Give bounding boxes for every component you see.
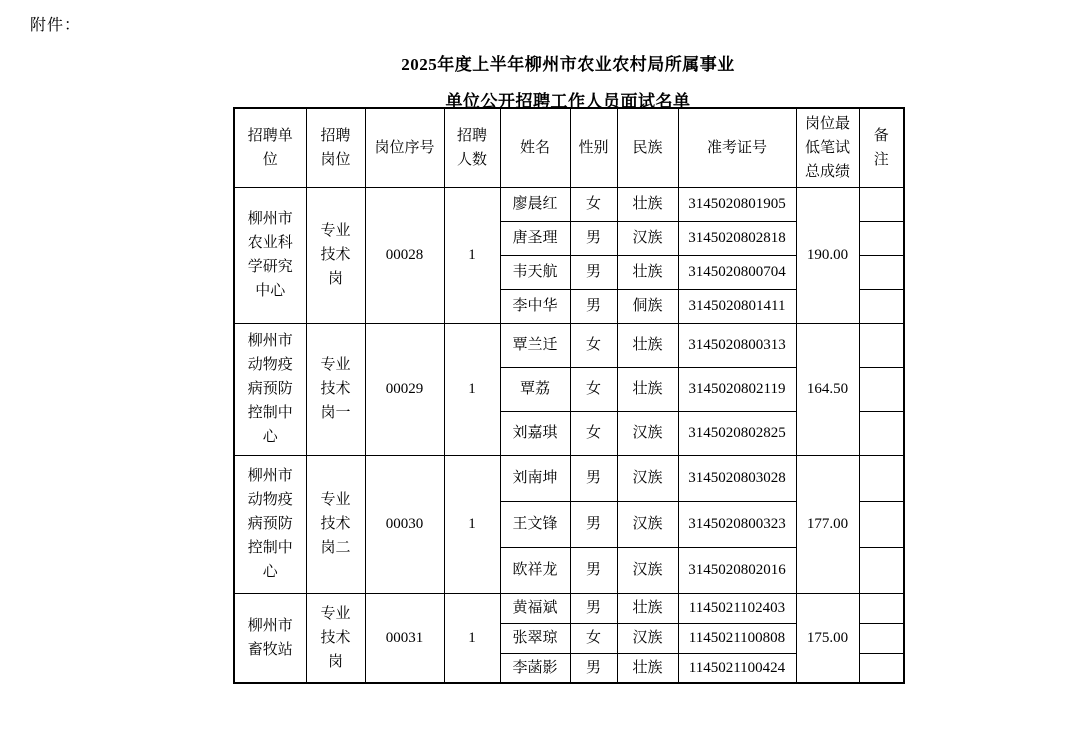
candidate-ethnicity-cell: 壮族 xyxy=(617,367,678,411)
candidate-name-cell: 廖晨红 xyxy=(500,187,570,221)
candidate-gender-cell: 男 xyxy=(570,653,617,683)
candidate-ticket-cell: 1145021102403 xyxy=(678,593,796,623)
header-gender: 性别 xyxy=(570,108,617,187)
header-headcount: 招聘人数 xyxy=(444,108,500,187)
unit-cell: 柳州市农业科学研究中心 xyxy=(234,187,306,323)
remark-cell xyxy=(859,221,904,255)
candidate-gender-cell: 男 xyxy=(570,221,617,255)
candidate-gender-cell: 男 xyxy=(570,455,617,501)
headcount-cell: 1 xyxy=(444,323,500,455)
table-row xyxy=(234,323,904,367)
table-row xyxy=(234,187,904,221)
candidate-ethnicity-cell: 汉族 xyxy=(617,455,678,501)
candidate-ticket-cell: 3145020801411 xyxy=(678,289,796,323)
candidate-gender-cell: 女 xyxy=(570,623,617,653)
candidate-ethnicity-cell: 汉族 xyxy=(617,547,678,593)
candidate-ticket-cell: 3145020802119 xyxy=(678,367,796,411)
headcount-cell: 1 xyxy=(444,593,500,683)
candidate-gender-cell: 女 xyxy=(570,411,617,455)
interview-roster-table xyxy=(233,107,905,684)
post-cell: 专业技术岗 xyxy=(306,593,365,683)
document-title-line1: 2025年度上半年柳州市农业农村局所属事业 xyxy=(401,55,735,74)
remark-cell xyxy=(859,367,904,411)
candidate-ticket-cell: 3145020800313 xyxy=(678,323,796,367)
candidate-ethnicity-cell: 壮族 xyxy=(617,593,678,623)
header-remark: 备注 xyxy=(859,108,904,187)
candidate-ethnicity-cell: 汉族 xyxy=(617,411,678,455)
headcount-cell: 1 xyxy=(444,455,500,593)
candidate-name-cell: 刘嘉琪 xyxy=(500,411,570,455)
min-score-cell: 164.50 xyxy=(796,323,859,455)
candidate-gender-cell: 女 xyxy=(570,323,617,367)
unit-cell: 柳州市动物疫病预防控制中心 xyxy=(234,323,306,455)
candidate-name-cell: 覃荔 xyxy=(500,367,570,411)
candidate-gender-cell: 男 xyxy=(570,593,617,623)
remark-cell xyxy=(859,323,904,367)
min-score-cell: 190.00 xyxy=(796,187,859,323)
candidate-ethnicity-cell: 壮族 xyxy=(617,187,678,221)
candidate-name-cell: 覃兰迁 xyxy=(500,323,570,367)
candidate-ethnicity-cell: 壮族 xyxy=(617,653,678,683)
candidate-ethnicity-cell: 壮族 xyxy=(617,255,678,289)
candidate-ethnicity-cell: 侗族 xyxy=(617,289,678,323)
remark-cell xyxy=(859,501,904,547)
candidate-ticket-cell: 3145020801905 xyxy=(678,187,796,221)
candidate-gender-cell: 男 xyxy=(570,255,617,289)
header-min-score: 岗位最低笔试总成绩 xyxy=(796,108,859,187)
header-row xyxy=(234,108,904,187)
remark-cell xyxy=(859,593,904,623)
candidate-ethnicity-cell: 汉族 xyxy=(617,623,678,653)
post-no-cell: 00031 xyxy=(365,593,444,683)
candidate-ticket-cell: 3145020803028 xyxy=(678,455,796,501)
remark-cell xyxy=(859,653,904,683)
candidate-ticket-cell: 1145021100808 xyxy=(678,623,796,653)
remark-cell xyxy=(859,289,904,323)
candidate-ticket-cell: 3145020802825 xyxy=(678,411,796,455)
remark-cell xyxy=(859,187,904,221)
candidate-ticket-cell: 3145020802016 xyxy=(678,547,796,593)
remark-cell xyxy=(859,623,904,653)
unit-cell: 柳州市畜牧站 xyxy=(234,593,306,683)
candidate-name-cell: 李中华 xyxy=(500,289,570,323)
header-post-no: 岗位序号 xyxy=(365,108,444,187)
candidate-ethnicity-cell: 壮族 xyxy=(617,323,678,367)
candidate-ticket-cell: 3145020800704 xyxy=(678,255,796,289)
candidate-name-cell: 张翠琼 xyxy=(500,623,570,653)
post-no-cell: 00029 xyxy=(365,323,444,455)
candidate-gender-cell: 男 xyxy=(570,501,617,547)
post-no-cell: 00028 xyxy=(365,187,444,323)
table-row xyxy=(234,455,904,501)
headcount-cell: 1 xyxy=(444,187,500,323)
candidate-name-cell: 王文锋 xyxy=(500,501,570,547)
post-cell: 专业技术岗一 xyxy=(306,323,365,455)
candidate-name-cell: 欧祥龙 xyxy=(500,547,570,593)
candidate-name-cell: 刘南坤 xyxy=(500,455,570,501)
header-ethnicity: 民族 xyxy=(617,108,678,187)
post-cell: 专业技术岗 xyxy=(306,187,365,323)
header-post: 招聘岗位 xyxy=(306,108,365,187)
candidate-gender-cell: 女 xyxy=(570,367,617,411)
header-name: 姓名 xyxy=(500,108,570,187)
remark-cell xyxy=(859,411,904,455)
candidate-ticket-cell: 1145021100424 xyxy=(678,653,796,683)
candidate-name-cell: 韦天航 xyxy=(500,255,570,289)
candidate-name-cell: 李菡影 xyxy=(500,653,570,683)
candidate-ticket-cell: 3145020800323 xyxy=(678,501,796,547)
header-unit: 招聘单位 xyxy=(234,108,306,187)
post-cell: 专业技术岗二 xyxy=(306,455,365,593)
remark-cell xyxy=(859,547,904,593)
candidate-ticket-cell: 3145020802818 xyxy=(678,221,796,255)
remark-cell xyxy=(859,255,904,289)
candidate-gender-cell: 男 xyxy=(570,289,617,323)
attachment-label: 附件： xyxy=(30,17,82,34)
document-title-line2: 单位公开招聘工作人员面试名单 xyxy=(445,92,691,111)
candidate-gender-cell: 女 xyxy=(570,187,617,221)
candidate-gender-cell: 男 xyxy=(570,547,617,593)
candidate-name-cell: 黄福斌 xyxy=(500,593,570,623)
candidate-ethnicity-cell: 汉族 xyxy=(617,221,678,255)
remark-cell xyxy=(859,455,904,501)
post-no-cell: 00030 xyxy=(365,455,444,593)
unit-cell: 柳州市动物疫病预防控制中心 xyxy=(234,455,306,593)
candidate-ethnicity-cell: 汉族 xyxy=(617,501,678,547)
candidate-name-cell: 唐圣理 xyxy=(500,221,570,255)
table-row xyxy=(234,593,904,623)
header-ticket-no: 准考证号 xyxy=(678,108,796,187)
min-score-cell: 175.00 xyxy=(796,593,859,683)
min-score-cell: 177.00 xyxy=(796,455,859,593)
